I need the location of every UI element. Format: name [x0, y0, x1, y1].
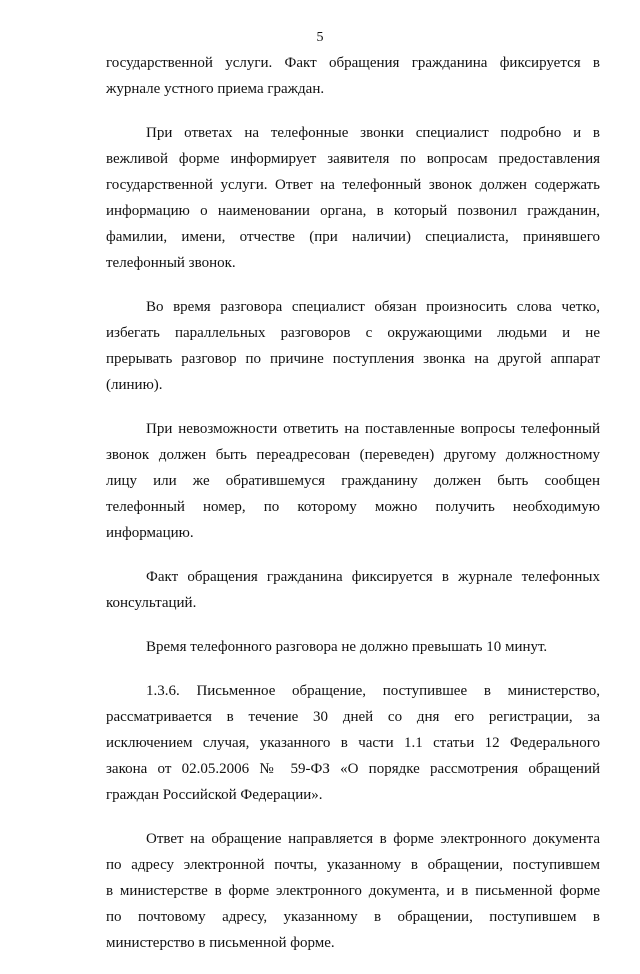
- page-number: 5: [316, 30, 324, 45]
- paragraph: [106, 678, 600, 808]
- text-line: избегать параллельных разговоров с окружающими людьми и не: [106, 325, 600, 341]
- text-line: консультаций.: [106, 595, 197, 611]
- paragraph: [106, 294, 600, 398]
- paragraph: [106, 416, 600, 546]
- text-line: министерство в письменной форме.: [106, 935, 335, 951]
- text-line: При ответах на телефонные звонки специалист подробно и в: [146, 125, 600, 141]
- paragraph: [106, 50, 600, 102]
- text-line: телефонный номер, по которому можно получить необходимую: [106, 499, 600, 515]
- paragraph: [106, 634, 600, 660]
- text-line: Факт обращения гражданина фиксируется в журнале телефонных: [146, 569, 600, 585]
- paragraph: [106, 826, 600, 956]
- text-line: по адресу электронной почты, указанному в обращении, поступившем: [106, 857, 600, 873]
- text-line: журнале устного приема граждан.: [106, 81, 325, 97]
- text-line: Во время разговора специалист обязан произносить слова четко,: [146, 299, 600, 315]
- text-line: прерывать разговор по причине поступления звонка на другой аппарат: [106, 351, 600, 367]
- paragraph: [106, 564, 600, 616]
- document-body: [106, 50, 600, 974]
- text-line: вежливой форме информирует заявителя по вопросам предоставления: [106, 151, 600, 167]
- text-line: фамилии, имени, отчестве (при наличии) специалиста, принявшего: [106, 229, 600, 245]
- text-line: рассматривается в течение 30 дней со дня его регистрации, за: [106, 709, 600, 725]
- text-line: исключением случая, указанного в части 1.1 статьи 12 Федерального: [106, 735, 600, 751]
- text-line: звонок должен быть переадресован (переведен) другому должностному: [106, 447, 600, 463]
- paragraph: [106, 120, 600, 276]
- text-line: При невозможности ответить на поставленные вопросы телефонный: [146, 421, 600, 437]
- text-line: государственной услуги. Факт обращения гражданина фиксируется в: [106, 55, 600, 71]
- text-line: Время телефонного разговора не должно превышать 10 минут.: [146, 639, 548, 655]
- text-line: (линию).: [106, 377, 163, 393]
- text-line: граждан Российской Федерации».: [106, 787, 323, 803]
- text-line: в министерстве в форме электронного документа, и в письменной форме: [106, 883, 600, 899]
- text-line: 1.3.6. Письменное обращение, поступившее в министерство,: [146, 683, 600, 699]
- text-line: информацию о наименовании органа, в который позвонил гражданин,: [106, 203, 600, 219]
- text-line: телефонный звонок.: [106, 255, 236, 271]
- text-line: государственной услуги. Ответ на телефонный звонок должен содержать: [106, 177, 600, 193]
- text-line: информацию.: [106, 525, 194, 541]
- text-line: лицу или же обратившемуся гражданину должен быть сообщен: [106, 473, 600, 489]
- text-line: Ответ на обращение направляется в форме электронного документа: [146, 831, 600, 847]
- text-line: по почтовому адресу, указанному в обращении, поступившем в: [106, 909, 600, 925]
- text-line: закона от 02.05.2006 № 59-ФЗ «О порядке рассмотрения обращений: [106, 761, 600, 777]
